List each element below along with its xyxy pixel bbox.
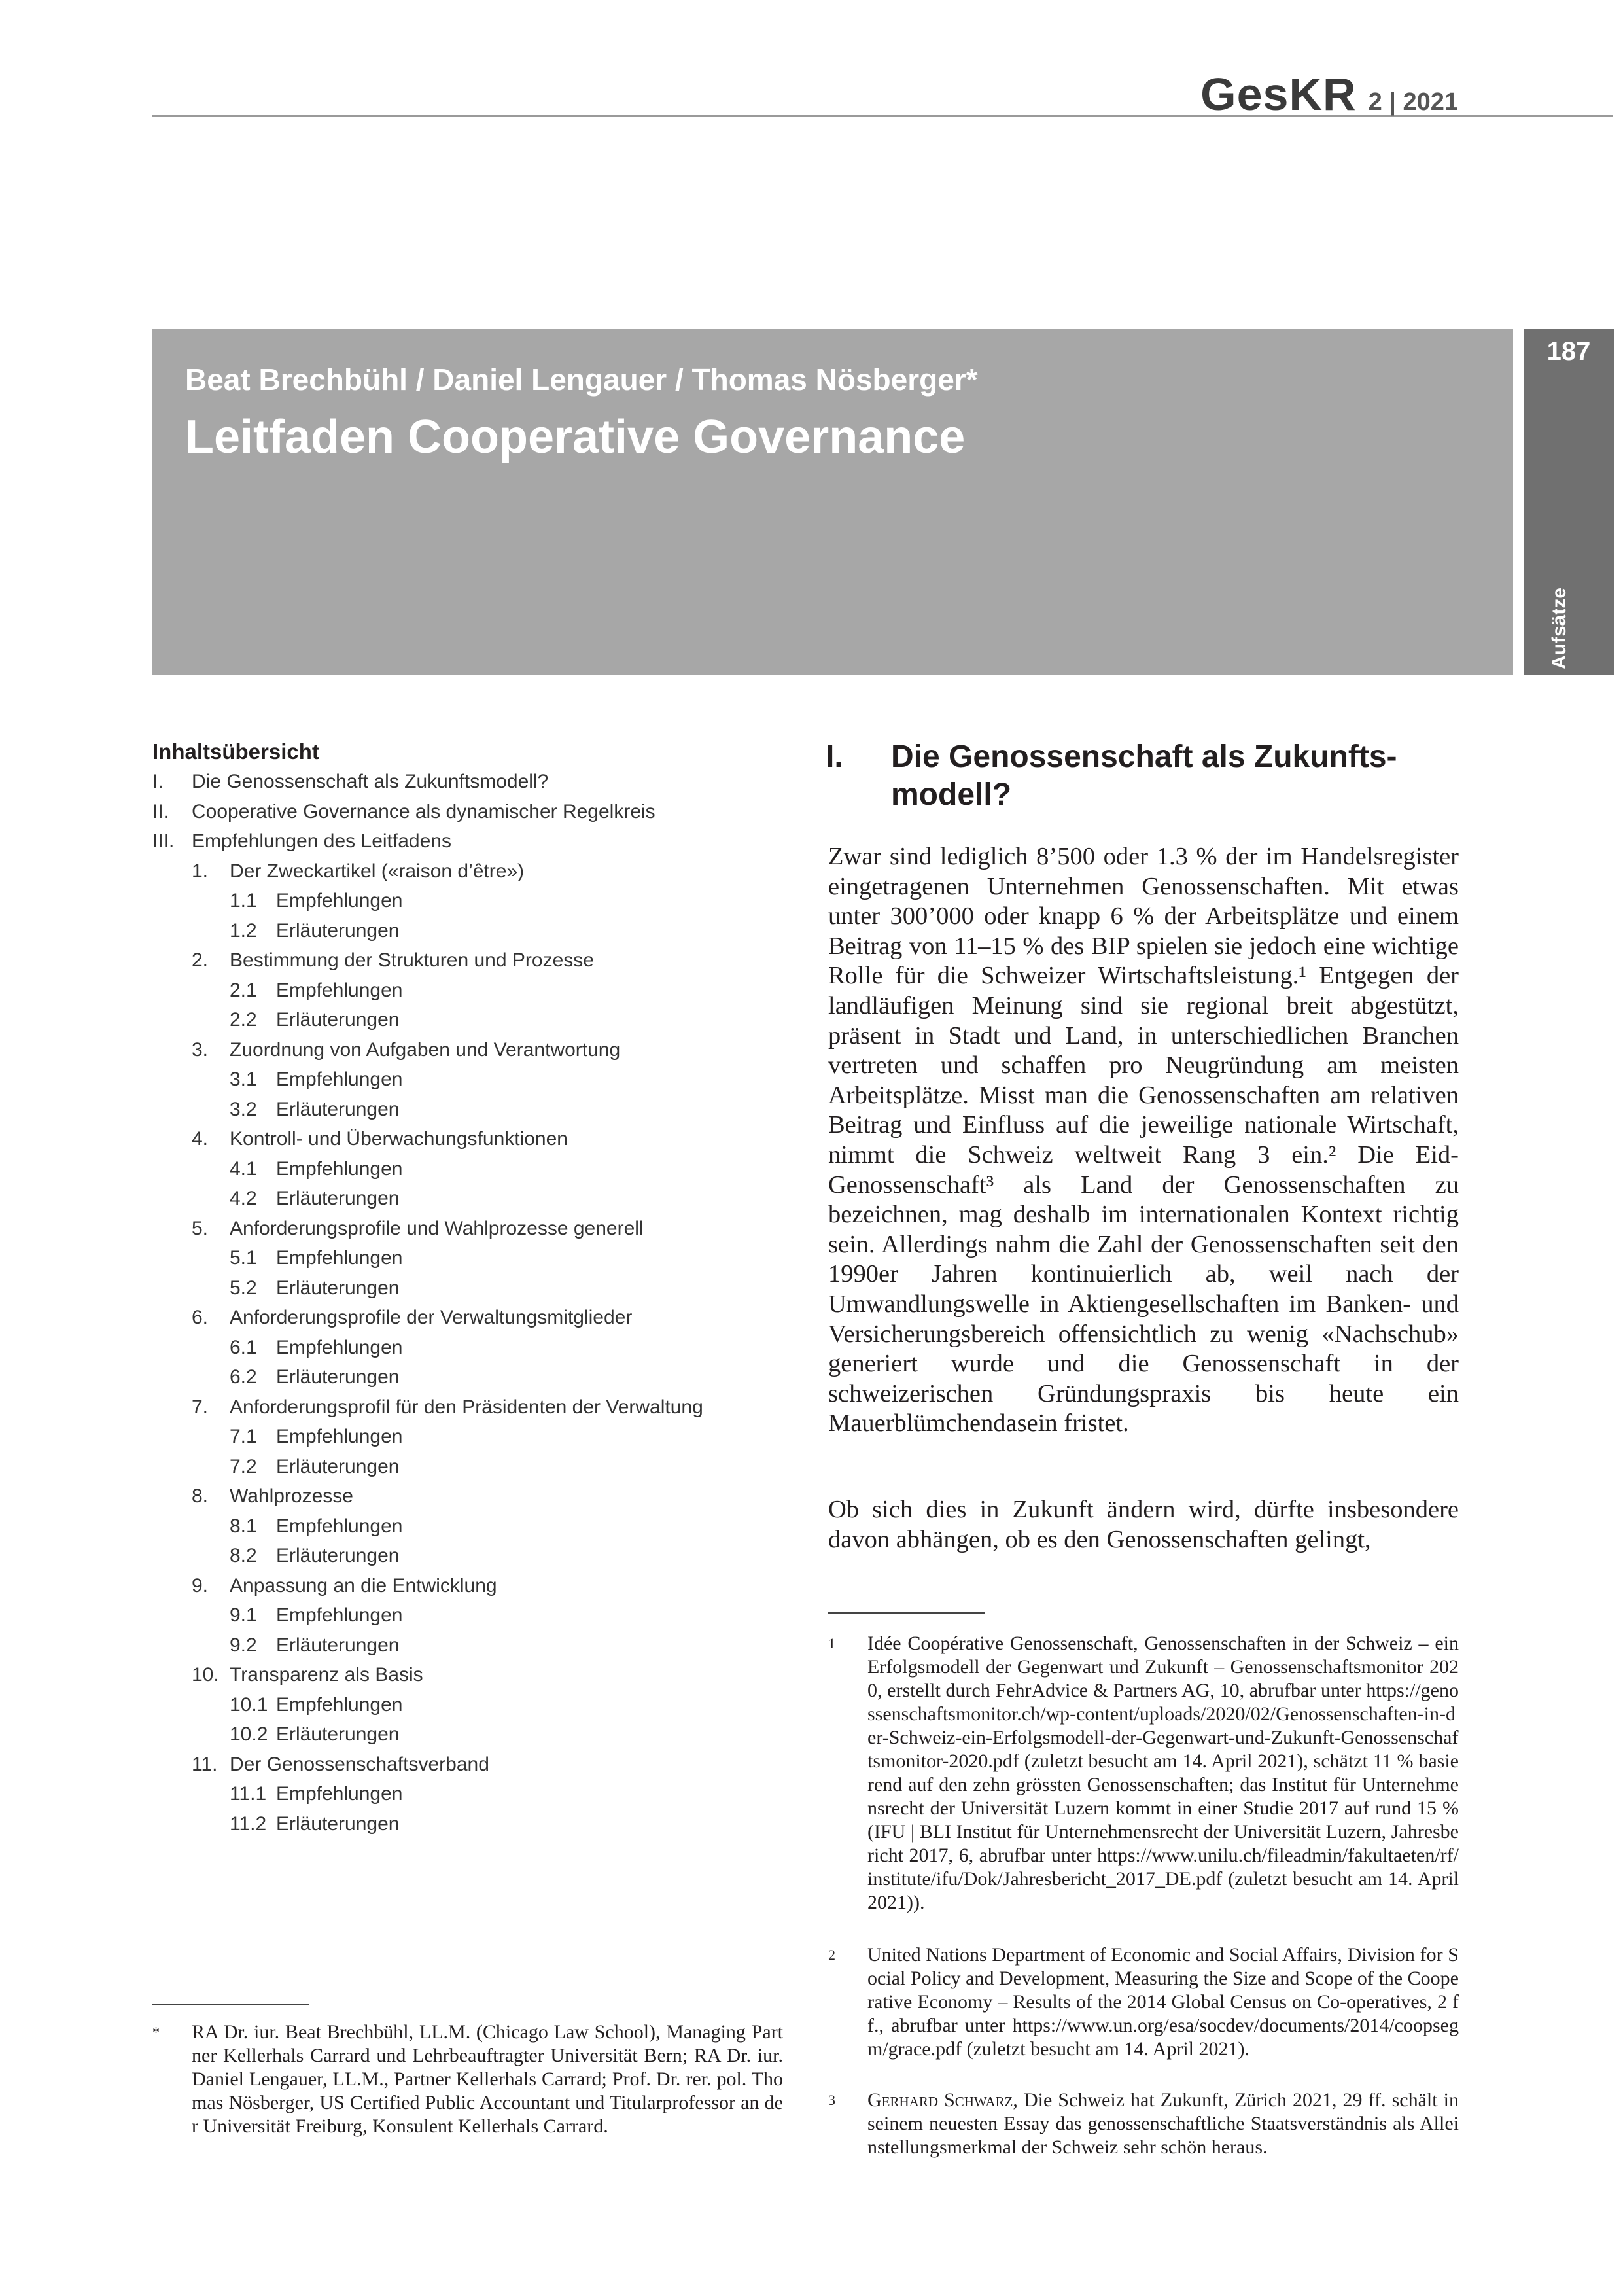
body-paragraph: Ob sich dies in Zukunft ändern wird, dürfte insbesondere davon abhängen, ob es den Genossenschaften gelingt, bbox=[828, 1496, 1459, 1553]
section-tab-label: Aufsätze bbox=[1548, 587, 1570, 669]
toc-entry-text: Anpassung an die Entwicklung bbox=[230, 1574, 497, 1597]
toc-entry-text: Wahlprozesse bbox=[230, 1485, 353, 1507]
side-tab bbox=[1524, 329, 1614, 675]
toc-entry bbox=[152, 976, 807, 1006]
toc-entry bbox=[152, 1035, 807, 1065]
toc-entry-text: Empfehlungen bbox=[276, 1604, 403, 1626]
toc-entry-text: Erläuterungen bbox=[276, 1098, 400, 1120]
toc-entry-number: 10. bbox=[192, 1664, 219, 1686]
toc-entry-number: 5. bbox=[192, 1217, 209, 1239]
toc-entry bbox=[152, 826, 807, 857]
footnote-mark: 1 bbox=[828, 1635, 835, 1651]
toc-entry-text: Cooperative Governance als dynamischer Regelkreis bbox=[192, 800, 655, 822]
toc-entry-text: Zuordnung von Aufgaben und Verantwortung bbox=[230, 1038, 621, 1061]
toc-entry bbox=[152, 1511, 807, 1542]
toc-entry-number: 2.2 bbox=[230, 1009, 257, 1031]
article-authors: Beat Brechbühl / Daniel Lengauer / Thomas Nösberger* bbox=[185, 362, 978, 397]
page-number: 187 bbox=[1546, 337, 1591, 366]
toc-entry bbox=[152, 1631, 807, 1661]
toc-entry-number: 1.2 bbox=[230, 919, 257, 942]
toc-entry-text: Anforderungsprofile der Verwaltungsmitglieder bbox=[230, 1307, 633, 1328]
toc-entry-number: 8.2 bbox=[230, 1545, 257, 1566]
toc-entry-number: 11.1 bbox=[230, 1783, 267, 1805]
footnote-mark: 3 bbox=[828, 2092, 835, 2108]
toc-entry bbox=[152, 945, 807, 976]
toc-entry-number: 5.2 bbox=[230, 1277, 257, 1299]
toc-entry-number: 4.2 bbox=[230, 1188, 257, 1209]
toc-entry bbox=[152, 1095, 807, 1125]
section-number: I. bbox=[826, 739, 843, 774]
toc-entry bbox=[152, 1571, 807, 1601]
toc-entry bbox=[152, 1124, 807, 1154]
toc-entry-number: 1.1 bbox=[230, 890, 257, 911]
footnote-body: , Die Schweiz hat Zukunft, Zürich 2021, 29 ff. schält in seinem neuesten Essay das genossenschaftliche Staatsverständnis als Alleinstellungsmerkmal der Schweiz sehr schön heraus. bbox=[867, 2089, 1459, 2158]
toc-entry-number: 3.1 bbox=[230, 1069, 257, 1090]
footnote-text: Idée Coopérative Genossenschaft, Genossenschaften in der Schweiz – ein Erfolgsmodell der Gegenwart und Zukunft – Genossenschaftsmonitor 2020, erstellt durch FehrAdvice & Partners AG, 10, abrufbar unter https://genossenschaftsmonitor.ch/wp-content/uploads/2020/02/Genossenschaften-in-der-Schweiz-ein-Erfolgsmodell-der-Gegenwart-und-Zukunft-Genossenschaftsmonitor-2020.pdf (zuletzt besucht am 14. April 2021), schätzt 11 % basierend auf den zehn grössten Genossenschaften; das Institut für Unternehmensrecht der Universität Luzern kommt in einer Studie 2017 auf rund 15 % (IFU | BLI Institut für Unternehmensrecht der Universität Luzern, Jahresbericht 2017, 6, abrufbar unter https://www.unilu.ch/fileadmin/fakultaeten/rf/institute/ifu/Dok/Jahresbericht_2017_DE.pdf (zuletzt besucht am 14. April 2021)). bbox=[867, 1633, 1459, 1913]
toc-entry-text: Erläuterungen bbox=[276, 1545, 400, 1566]
toc-entry-text: Empfehlungen bbox=[276, 979, 403, 1001]
toc-entry-number: 8.1 bbox=[230, 1515, 257, 1537]
article-title: Leitfaden Cooperative Governance bbox=[185, 411, 966, 463]
toc-heading: Inhaltsübersicht bbox=[152, 739, 319, 764]
toc-entry-number: 7. bbox=[192, 1396, 209, 1418]
footnote-text: RA Dr. iur. Beat Brechbühl, LL.M. (Chicago Law School), Managing Partner Kellerhals Carrard und Lehrbeauftragter Universität Bern; RA Dr. iur. Daniel Lengauer, LL.M., Partner Kellerhals Carrard; Prof. Dr. rer. pol. Thomas Nösberger, US Certified Public Accountant und Titularprofessor an der Universität Freiburg, Konsulent Kellerhals Carrard. bbox=[192, 2021, 783, 2137]
toc-entry bbox=[152, 1452, 807, 1482]
toc-entry-number: 7.2 bbox=[230, 1455, 257, 1477]
toc-entry bbox=[152, 767, 807, 797]
toc-entry-number: 10.2 bbox=[230, 1723, 268, 1745]
toc-entry-number: 6. bbox=[192, 1307, 209, 1328]
toc-entry-text: Empfehlungen bbox=[276, 1693, 403, 1716]
toc-entry-number: 4.1 bbox=[230, 1157, 257, 1180]
toc-entry-text: Erläuterungen bbox=[276, 1277, 400, 1299]
toc-entry-number: 2.1 bbox=[230, 979, 257, 1001]
toc-entry-number: 1. bbox=[192, 860, 209, 882]
toc-entry bbox=[152, 1184, 807, 1214]
toc-entry-text: Empfehlungen bbox=[276, 1157, 403, 1180]
toc-entry-number: 8. bbox=[192, 1485, 209, 1507]
journal-name: GesKR bbox=[1200, 69, 1357, 120]
footnote-divider bbox=[828, 1612, 985, 1614]
toc-entry-text: Anforderungsprofil für den Präsidenten der Verwaltung bbox=[230, 1396, 703, 1418]
toc-entry bbox=[152, 1809, 807, 1839]
toc-entry bbox=[152, 1214, 807, 1244]
toc-entry bbox=[152, 1600, 807, 1631]
toc-entry-text: Erläuterungen bbox=[276, 1009, 400, 1031]
toc-entry-text: Die Genossenschaft als Zukunftsmodell? bbox=[192, 771, 549, 792]
toc-entry-text: Erläuterungen bbox=[276, 1188, 400, 1209]
toc-entry-number: 7.1 bbox=[230, 1426, 257, 1447]
toc-entry-number: I. bbox=[152, 771, 164, 792]
toc-entry-text: Transparenz als Basis bbox=[230, 1664, 423, 1686]
toc-entry-number: 3. bbox=[192, 1038, 209, 1061]
footnote-author: Gerhard Schwarz bbox=[867, 2089, 1013, 2111]
toc-entry-text: Empfehlungen bbox=[276, 1515, 403, 1537]
footnote-text bbox=[867, 2089, 1459, 2159]
toc-entry-number: 4. bbox=[192, 1128, 209, 1150]
toc-entry-text: Erläuterungen bbox=[276, 919, 400, 942]
toc-entry-text: Empfehlungen bbox=[276, 1336, 403, 1358]
toc-entry bbox=[152, 1303, 807, 1333]
toc-entry bbox=[152, 1154, 807, 1184]
toc-entry-text: Empfehlungen bbox=[276, 1783, 403, 1805]
toc-entry bbox=[152, 1362, 807, 1392]
toc-entry-text: Empfehlungen bbox=[276, 1247, 403, 1269]
toc-entry-text: Empfehlungen bbox=[276, 1426, 403, 1447]
toc-entry-text: Der Genossenschaftsverband bbox=[230, 1753, 489, 1775]
toc-entry-number: 6.1 bbox=[230, 1336, 257, 1358]
toc-entry-text: Erläuterungen bbox=[276, 1634, 400, 1656]
toc-entry-number: III. bbox=[152, 830, 175, 852]
toc-entry bbox=[152, 1273, 807, 1303]
toc-entry-number: 11. bbox=[192, 1753, 218, 1775]
toc-entry-number: 2. bbox=[192, 949, 209, 971]
toc-entry-text: Empfehlungen bbox=[276, 890, 403, 911]
toc-entry bbox=[152, 1481, 807, 1511]
toc-entry bbox=[152, 1422, 807, 1452]
toc-entry bbox=[152, 1779, 807, 1809]
toc-entry-text: Bestimmung der Strukturen und Prozesse bbox=[230, 949, 594, 971]
toc-entry bbox=[152, 1065, 807, 1095]
footnote-divider bbox=[152, 2004, 309, 2005]
toc-entry-text: Der Zweckartikel («raison d’être») bbox=[230, 860, 525, 882]
toc-entry-text: Erläuterungen bbox=[276, 1366, 400, 1388]
toc-entry bbox=[152, 1690, 807, 1720]
footnote-text: United Nations Department of Economic and Social Affairs, Division for Social Policy and Development, Measuring the Size and Scope of the Cooperative Economy – Results of the 2014 Global Census on Co-operatives, 2 ff., abrufbar unter https://www.un.org/esa/socdev/documents/2014/coopsegm/grace.pdf (zuletzt besucht am 14. April 2021). bbox=[867, 1944, 1459, 2060]
toc-entry-number: II. bbox=[152, 800, 169, 822]
toc-entry bbox=[152, 797, 807, 827]
title-band bbox=[152, 329, 1513, 675]
toc-entry-text: Empfehlungen des Leitfadens bbox=[192, 830, 451, 852]
toc-list bbox=[152, 767, 807, 1839]
toc-entry-number: 9.2 bbox=[230, 1634, 257, 1656]
toc-entry bbox=[152, 1541, 807, 1571]
toc-entry bbox=[152, 1750, 807, 1780]
journal-issue: 2 | 2021 bbox=[1368, 88, 1458, 116]
toc-entry bbox=[152, 1005, 807, 1035]
toc-entry-number: 9.1 bbox=[230, 1604, 257, 1626]
toc-entry bbox=[152, 916, 807, 946]
toc-entry bbox=[152, 1243, 807, 1273]
toc-entry-number: 5.1 bbox=[230, 1247, 257, 1269]
body-paragraph: Zwar sind lediglich 8’500 oder 1.3 % der im Handelsregister eingetragenen Unternehmen Genossenschaften. Mit etwas unter 300’000 oder knapp 6 % der Arbeitsplätze und einem Beitrag von 11–15 % des BIP spielen sie jedoch eine wichtige Rolle für die Schweizer Wirtschaftsleistung.¹ Entgegen der landläufigen Meinung sind sie regional breit abgestützt, präsent in Stadt und Land, in unterschiedlichen Branchen vertreten und schaffen pro Neugründung am meisten Arbeitsplätze. Misst man die Genossenschaften am relativen Beitrag und Einfluss auf die jeweilige nationale Wirtschaft, nimmt die Schweiz weltweit Rang 3 ein.² Die Eid-Genossenschaft³ als Land der Genossenschaften zu bezeichnen, mag deshalb im internationalen Kontext richtig sein. Allerdings nahm die Zahl der Genossenschaften seit den 1990er Jahren kontinuierlich ab, weil nach der Umwandlungswelle in Aktiengesellschaften im Banken- und Versicherungsbereich offensichtlich zu wenig «Nachschub» generiert wurde und die Genossenschaft in der schweizerischen Gründungspraxis bis heute ein Mauerblümchendasein fristet. bbox=[828, 843, 1459, 1438]
section-title: Die Genossenschaft als Zukunfts- modell? bbox=[891, 739, 1397, 812]
footnote-mark: * bbox=[152, 2024, 160, 2040]
toc-entry-number: 10.1 bbox=[230, 1693, 268, 1716]
toc-entry-number: 6.2 bbox=[230, 1366, 257, 1388]
toc-entry bbox=[152, 1392, 807, 1422]
toc-entry-text: Erläuterungen bbox=[276, 1812, 400, 1835]
toc-entry bbox=[152, 1720, 807, 1750]
toc-entry bbox=[152, 1660, 807, 1690]
journal-brand bbox=[1200, 68, 1458, 120]
toc-entry-text: Anforderungsprofile und Wahlprozesse generell bbox=[230, 1217, 644, 1239]
toc-entry-number: 3.2 bbox=[230, 1098, 257, 1120]
toc-entry-text: Erläuterungen bbox=[276, 1723, 400, 1745]
table-of-contents bbox=[152, 737, 807, 1839]
toc-entry bbox=[152, 857, 807, 887]
toc-entry-number: 11.2 bbox=[230, 1812, 267, 1835]
toc-entry-text: Kontroll- und Überwachungsfunktionen bbox=[230, 1128, 568, 1150]
toc-entry-text: Erläuterungen bbox=[276, 1455, 400, 1477]
footnote-mark: 2 bbox=[828, 1947, 835, 1963]
toc-entry bbox=[152, 1333, 807, 1363]
toc-entry-text: Empfehlungen bbox=[276, 1069, 403, 1090]
toc-entry-number: 9. bbox=[192, 1574, 209, 1597]
toc-entry bbox=[152, 886, 807, 916]
